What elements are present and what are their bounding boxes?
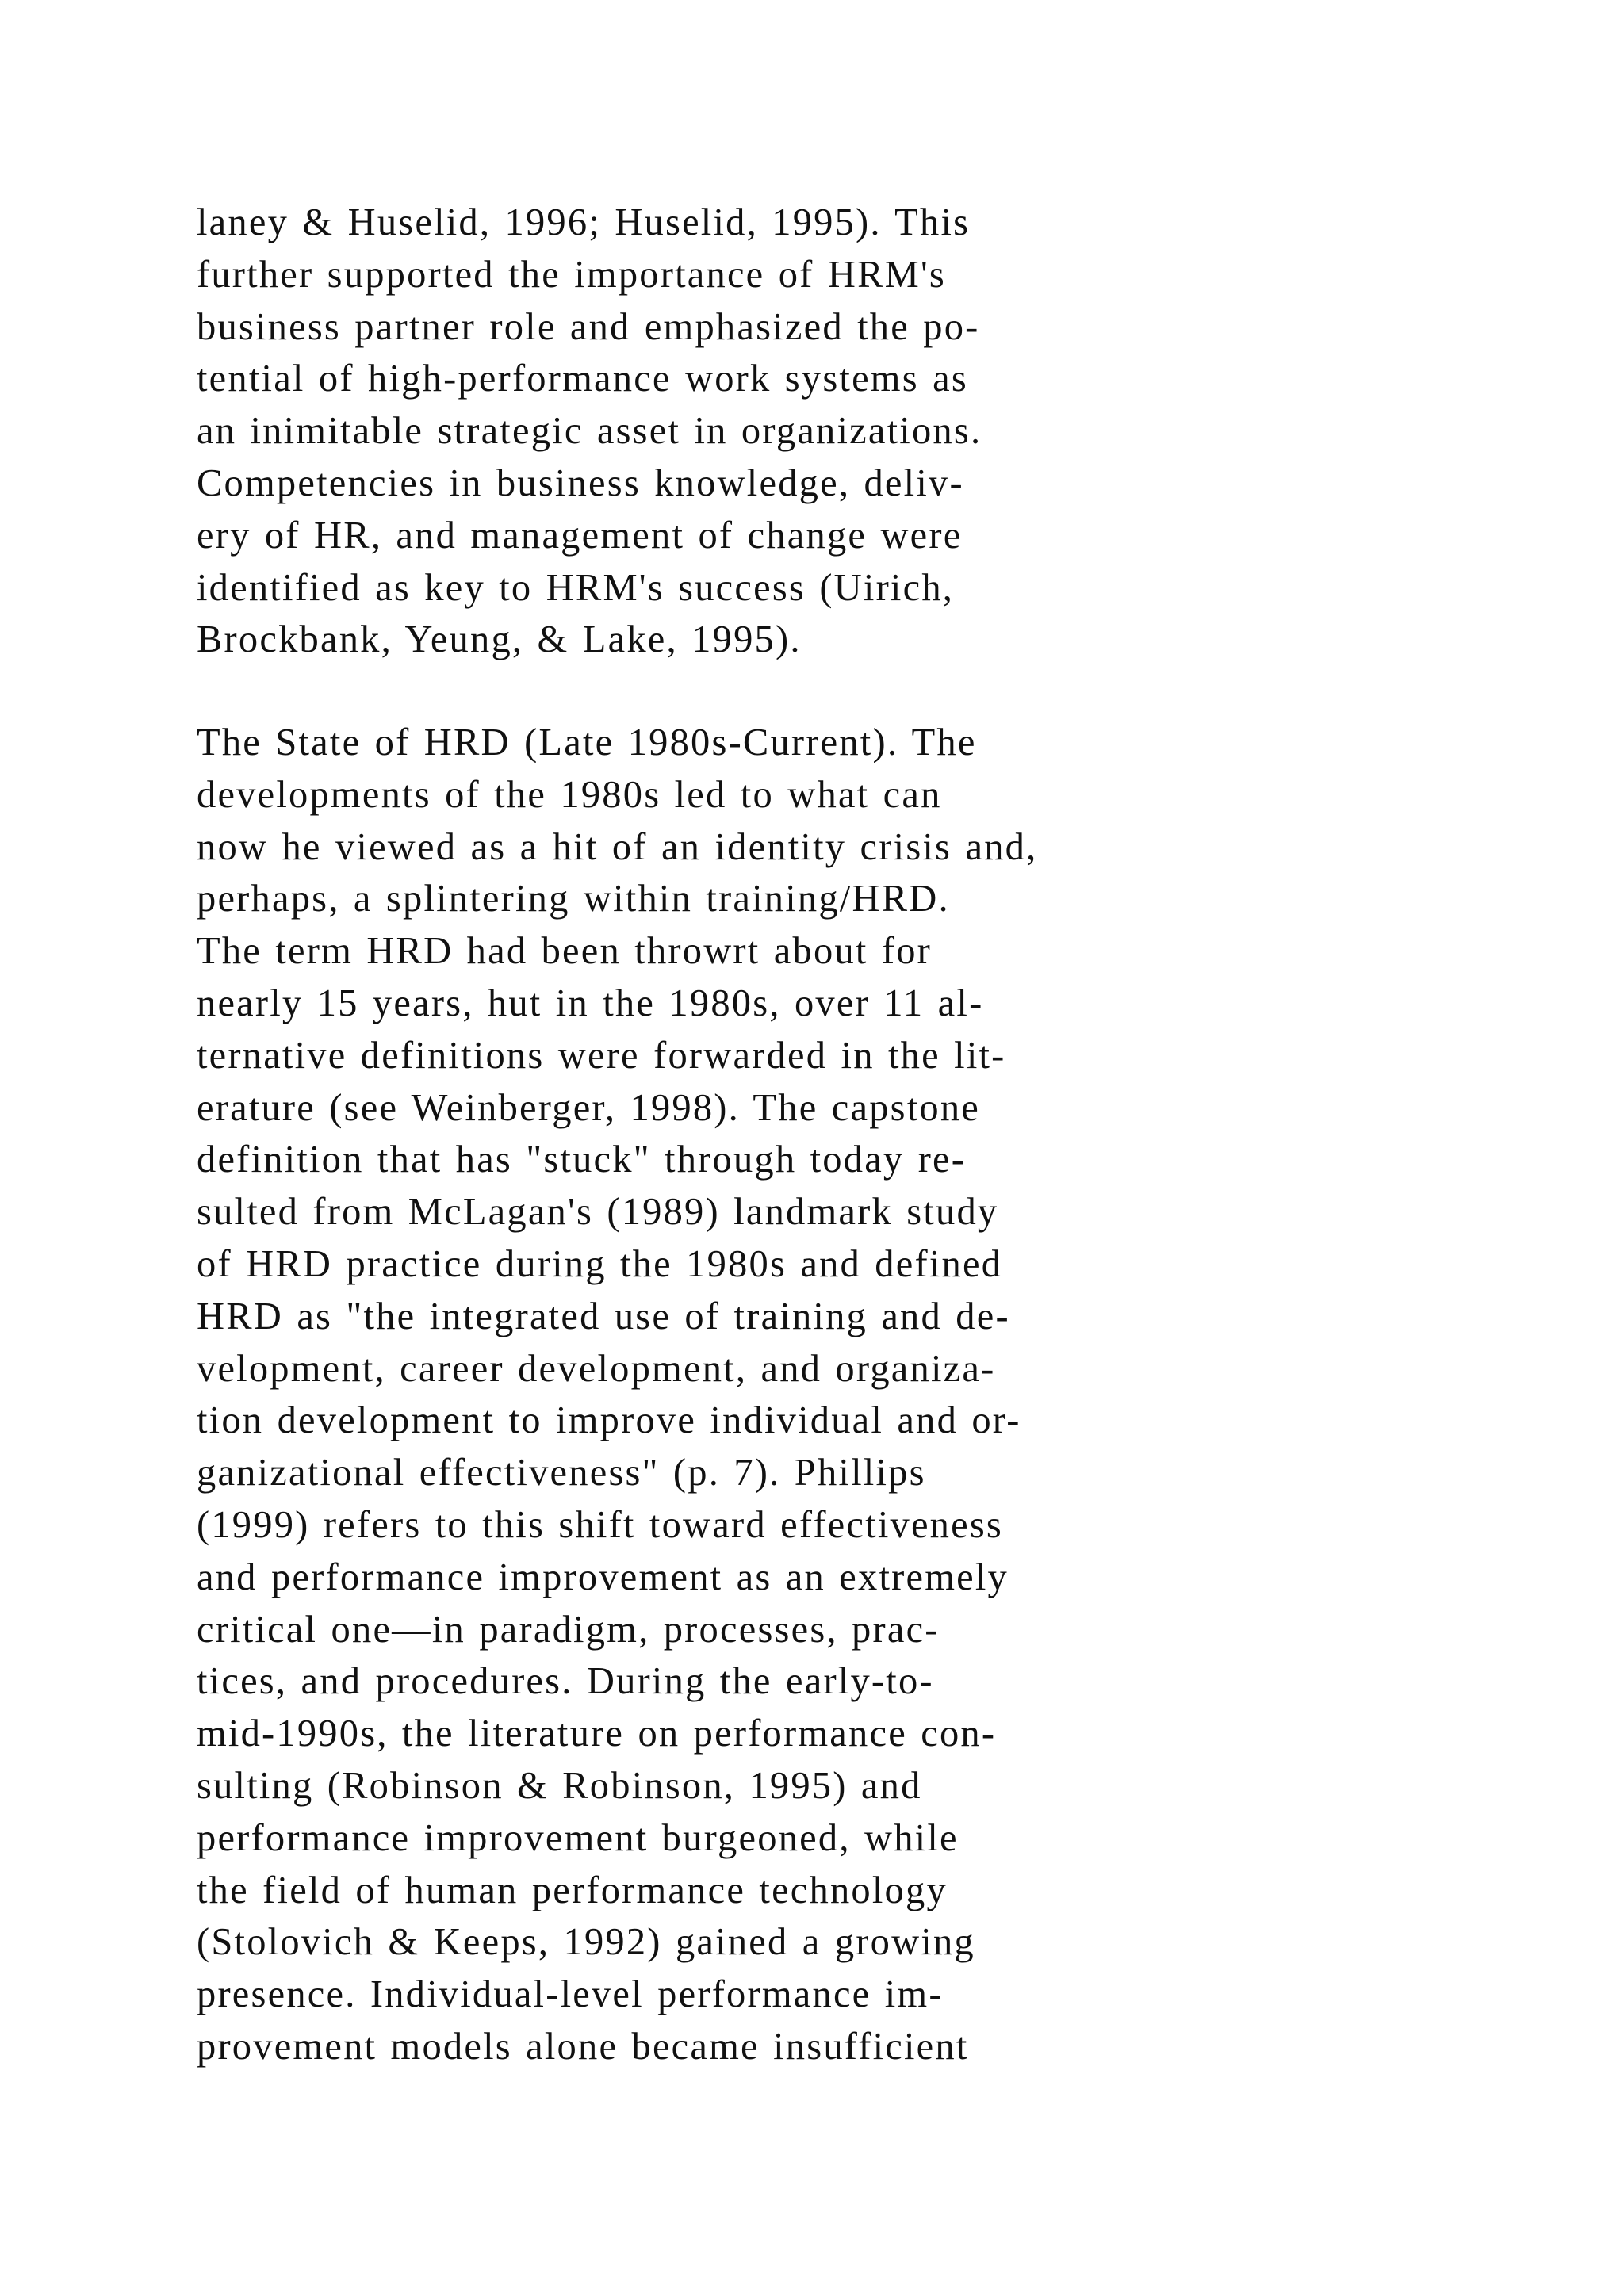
text-line: The State of HRD (Late 1980s-Current). The [197, 721, 977, 763]
text-line: velopment, career development, and organiza- [197, 1347, 996, 1390]
text-line: perhaps, a splintering within training/HRD. [197, 878, 950, 920]
text-line: business partner role and emphasized the po- [197, 305, 980, 348]
text-line: erature (see Weinberger, 1998). The capstone [197, 1086, 981, 1129]
text-line: provement models alone became insufficient [197, 2025, 969, 2068]
text-line: and performance improvement as an extremely [197, 1556, 1009, 1598]
paragraph-state-of-hrd [197, 717, 1434, 2073]
text-line: (1999) refers to this shift toward effectiveness [197, 1503, 1003, 1546]
text-line: tential of high-performance work systems as [197, 358, 968, 400]
text-line: sulting (Robinson & Robinson, 1995) and [197, 1764, 922, 1807]
text-line: now he viewed as a hit of an identity crisis and, [197, 825, 1038, 868]
text-line: tion development to improve individual and or- [197, 1399, 1021, 1442]
text-line: The term HRD had been throwrt about for [197, 930, 933, 973]
text-line: laney & Huselid, 1996; Huselid, 1995). This [197, 201, 971, 243]
text-line: HRD as "the integrated use of training and de- [197, 1295, 1010, 1337]
text-line: developments of the 1980s led to what can [197, 773, 942, 816]
text-line: definition that has "stuck" through today re- [197, 1138, 967, 1181]
text-line: identified as key to HRM's success (Uirich, [197, 566, 955, 609]
text-line: sulted from McLagan's (1989) landmark study [197, 1191, 999, 1234]
text-line: (Stolovich & Keeps, 1992) gained a growing [197, 1921, 975, 1964]
text-line: ganizational effectiveness" (p. 7). Phillips [197, 1452, 926, 1494]
text-line: presence. Individual-level performance im- [197, 1973, 944, 2016]
paragraph-hrm-business-partner [197, 197, 1434, 666]
text-line: of HRD practice during the 1980s and defined [197, 1242, 1003, 1285]
text-line: nearly 15 years, hut in the 1980s, over 11 al- [197, 982, 984, 1024]
text-line: ery of HR, and management of change were [197, 514, 963, 557]
text-line: an inimitable strategic asset in organizations. [197, 410, 982, 453]
text-line: the field of human performance technology [197, 1869, 948, 1911]
text-line: further supported the importance of HRM's [197, 253, 946, 296]
text-line: Brockbank, Yeung, & Lake, 1995). [197, 618, 802, 661]
text-line: tices, and procedures. During the early-to- [197, 1660, 934, 1703]
text-line: ternative definitions were forwarded in the lit- [197, 1034, 1006, 1077]
text-line: performance improvement burgeoned, while [197, 1816, 959, 1859]
text-line: critical one—in paradigm, processes, prac- [197, 1608, 940, 1651]
text-line: Competencies in business knowledge, deliv- [197, 461, 964, 504]
text-line: mid-1990s, the literature on performance con- [197, 1712, 997, 1755]
